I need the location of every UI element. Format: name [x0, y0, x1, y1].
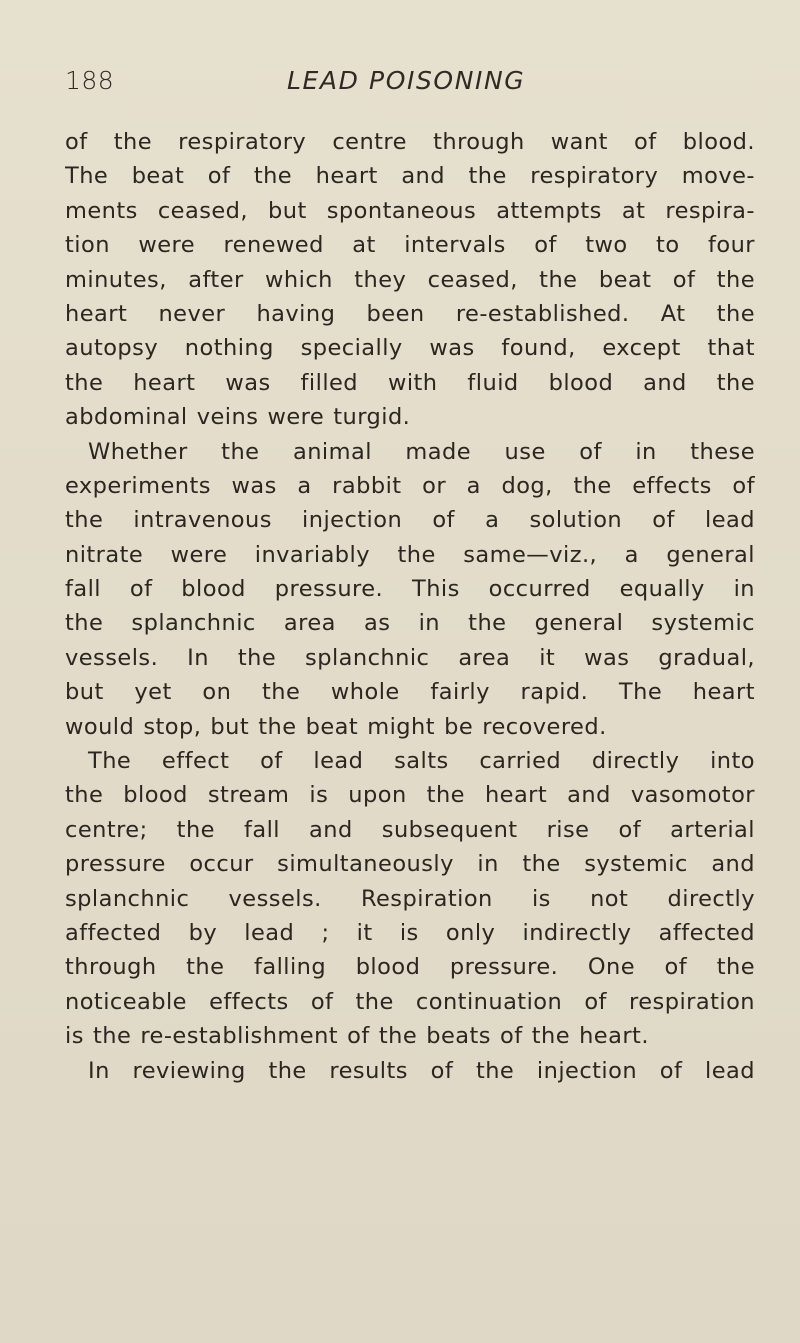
running-head: LEAD POISONING — [287, 66, 526, 95]
text-line: the heart was filled with fluid blood and the — [65, 369, 755, 396]
paragraph-start-line: In reviewing the results of the injection of lead — [88, 1057, 755, 1084]
text-line: abdominal veins were turgid. — [65, 404, 411, 431]
text-line: minutes, after which they ceased, the beat of the — [65, 266, 755, 293]
text-line: heart never having been re-established. At the — [65, 300, 755, 327]
paragraph-start-line: Whether the animal made use of in these — [88, 438, 755, 465]
text-line: affected by lead ; it is only indirectly affected — [65, 919, 755, 946]
text-line: nitrate were invariably the same—viz., a general — [65, 541, 755, 568]
text-line: splanchnic vessels. Respiration is not directly — [65, 885, 755, 912]
paragraph-start-line: The effect of lead salts carried directly into — [88, 748, 755, 775]
text-line: noticeable effects of the continuation of respiration — [65, 988, 755, 1015]
text-line: is the re-establishment of the beats of the heart. — [65, 1023, 649, 1050]
text-line: but yet on the whole fairly rapid. The heart — [65, 679, 755, 706]
text-line: the blood stream is upon the heart and vasomotor — [65, 782, 755, 809]
text-line: autopsy nothing specially was found, except that — [65, 335, 755, 362]
text-line: centre; the fall and subsequent rise of arterial — [65, 816, 755, 843]
text-line: the splanchnic area as in the general systemic — [65, 610, 755, 637]
text-line: experiments was a rabbit or a dog, the effects of — [65, 472, 755, 499]
page-header — [65, 66, 745, 106]
text-line: would stop, but the beat might be recovered. — [65, 713, 607, 740]
text-line: vessels. In the splanchnic area it was gradual, — [65, 644, 755, 671]
text-line: tion were renewed at intervals of two to four — [65, 232, 755, 259]
text-line: the intravenous injection of a solution of lead — [65, 507, 755, 534]
page-number: 188 — [65, 66, 115, 95]
text-line: The beat of the heart and the respiratory move- — [65, 163, 755, 190]
text-line: fall of blood pressure. This occurred equally in — [65, 576, 755, 603]
text-line: pressure occur simultaneously in the systemic and — [65, 851, 755, 878]
body-text — [65, 125, 755, 1088]
text-line: of the respiratory centre through want of blood. — [65, 129, 755, 155]
text-line: ments ceased, but spontaneous attempts at respira- — [65, 197, 755, 224]
text-line: through the falling blood pressure. One of the — [65, 954, 755, 981]
